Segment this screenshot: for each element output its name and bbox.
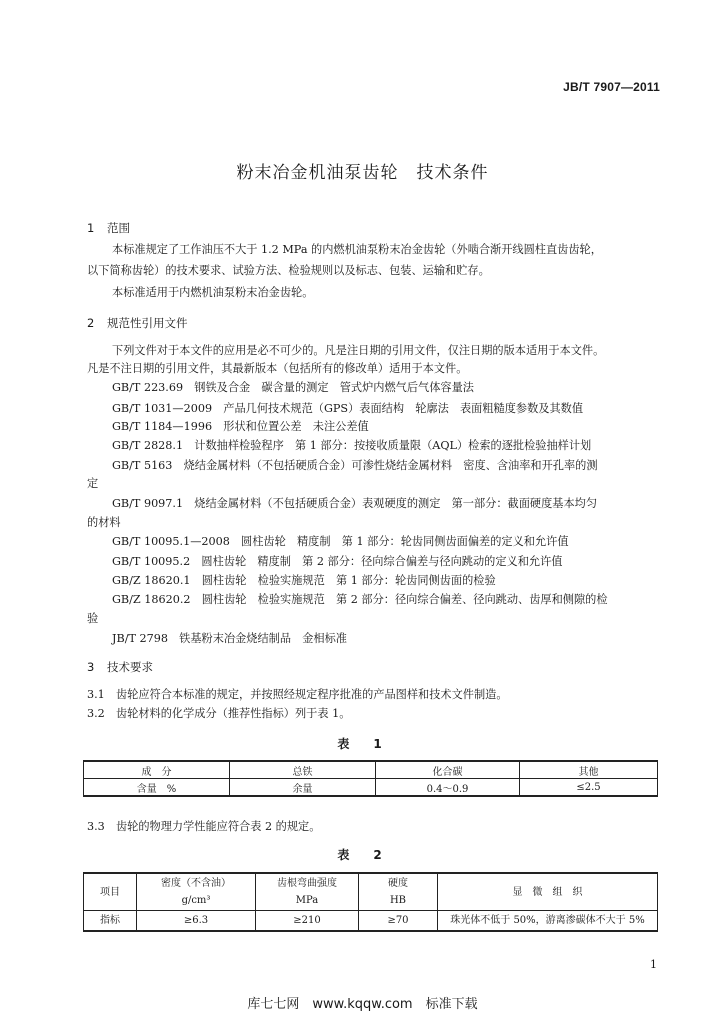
header-cell: 项目 (84, 873, 137, 911)
paragraph-1-line-1: 本标准规定了工作油压不大于 1.2 MPa 的内燃机油泵粉末冶金齿轮（外啮合渐开线圆柱直齿齿轮， (112, 243, 602, 256)
header-cell: 总铁 (230, 761, 376, 779)
section-1-heading (87, 220, 130, 236)
reference-item-continuation: 的材料 (87, 516, 121, 529)
section-number: 3 (87, 660, 95, 674)
header-cell (359, 873, 438, 911)
table-cell: 含量 % (84, 779, 230, 797)
intro-line-1: 下列文件对于本文件的应用是必不可少的。凡是注日期的引用文件，仅注日期的版本适用于本文件。 (112, 344, 605, 357)
watermark-footer: 库七七网 www.kqqw.com 标准下载 (247, 997, 478, 1012)
header-line: 密度（不含油） (161, 878, 231, 889)
paragraph-1-line-2: 以下简称齿轮）的技术要求、试验方法、检验规则以及标志、包装、运输和贮存。 (87, 264, 490, 277)
section-3-heading (87, 659, 153, 675)
reference-item: GB/Z 18620.2 圆柱齿轮 检验实施规范 第 2 部分：径向综合偏差、径向跳动、齿厚和侧隙的检 (112, 593, 608, 606)
header-line: 齿根弯曲强度 (277, 878, 337, 889)
table-2 (83, 872, 658, 932)
reference-item: GB/T 9097.1 烧结金属材料（不包括硬质合金）表观硬度的测定 第一部分：截面硬度基本均匀 (112, 497, 598, 510)
clause-3-3: 3.3 齿轮的物理力学性能应符合表 2 的规定。 (87, 820, 321, 833)
table-row (84, 911, 658, 932)
reference-item: GB/T 5163 烧结金属材料（不包括硬质合金）可渗性烧结金属材料 密度、含油率和开孔率的测 (112, 459, 598, 472)
table-cell: ≥6.3 (137, 911, 256, 932)
reference-item: GB/T 1184—1996 形状和位置公差 未注公差值 (112, 420, 369, 433)
section-number: 1 (87, 221, 95, 235)
reference-item: GB/T 2828.1 计数抽样检验程序 第 1 部分：按接收质量限（AQL）检索的逐批检验抽样计划 (112, 439, 592, 452)
table-cell: ≥210 (256, 911, 359, 932)
table-header-row (84, 873, 658, 911)
table-1-caption: 表 1 (337, 737, 388, 751)
table-header-row (84, 761, 658, 779)
table-cell: 珠光体不低于 50%，游离渗碳体不大于 5% (438, 911, 658, 932)
header-cell (256, 873, 359, 911)
section-title: 范围 (107, 221, 130, 235)
table-cell: 0.4～0.9 (376, 779, 520, 797)
section-title: 技术要求 (107, 660, 153, 674)
reference-item: GB/T 10095.1—2008 圆柱齿轮 精度制 第 1 部分：轮齿同侧齿面偏差的定义和允许值 (112, 535, 569, 548)
header-cell: 其他 (520, 761, 658, 779)
document-title: 粉末冶金机油泵齿轮 技术条件 (236, 163, 489, 183)
header-cell: 成 分 (84, 761, 230, 779)
table-cell: ≥70 (359, 911, 438, 932)
reference-item: GB/T 10095.2 圆柱齿轮 精度制 第 2 部分：径向综合偏差与径向跳动的定义和允许值 (112, 555, 563, 568)
header-unit: MPa (295, 895, 319, 906)
clause-3-1: 3.1 齿轮应符合本标准的规定，并按照经规定程序批准的产品图样和技术文件制造。 (87, 688, 508, 701)
header-cell: 化合碳 (376, 761, 520, 779)
reference-item: JB/T 2798 铁基粉末冶金烧结制品 金相标准 (112, 632, 347, 645)
intro-line-2: 凡是不注日期的引用文件，其最新版本（包括所有的修改单）适用于本文件。 (87, 362, 468, 375)
header-cell: 显 微 组 织 (438, 873, 658, 911)
section-title: 规范性引用文件 (107, 316, 188, 330)
reference-item-continuation: 验 (87, 612, 99, 625)
page-number: 1 (650, 958, 657, 971)
header-line: 硬度 (388, 878, 408, 889)
header-cell (137, 873, 256, 911)
table-2-caption: 表 2 (337, 848, 388, 862)
section-2-heading (87, 315, 188, 331)
reference-item: GB/T 1031—2009 产品几何技术规范（GPS）表面结构 轮廓法 表面粗糙度参数及其数值 (112, 402, 584, 415)
reference-item-continuation: 定 (87, 477, 99, 490)
table-cell: 余量 (230, 779, 376, 797)
clause-3-2: 3.2 齿轮材料的化学成分（推荐性指标）列于表 1。 (87, 707, 351, 720)
section-number: 2 (87, 316, 95, 330)
reference-item: GB/Z 18620.1 圆柱齿轮 检验实施规范 第 1 部分：轮齿同侧齿面的检验 (112, 574, 496, 587)
reference-item: GB/T 223.69 钢铁及合金 碳含量的测定 管式炉内燃气后气体容量法 (112, 381, 474, 394)
standard-code: JB/T 7907—2011 (563, 80, 660, 94)
paragraph-2: 本标准适用于内燃机油泵粉末冶金齿轮。 (112, 286, 314, 299)
table-1 (83, 760, 658, 797)
table-cell: ≤2.5 (520, 779, 658, 797)
table-cell: 指标 (84, 911, 137, 932)
header-unit: HB (389, 895, 407, 906)
header-unit: g/cm³ (181, 895, 211, 906)
table-row (84, 779, 658, 797)
